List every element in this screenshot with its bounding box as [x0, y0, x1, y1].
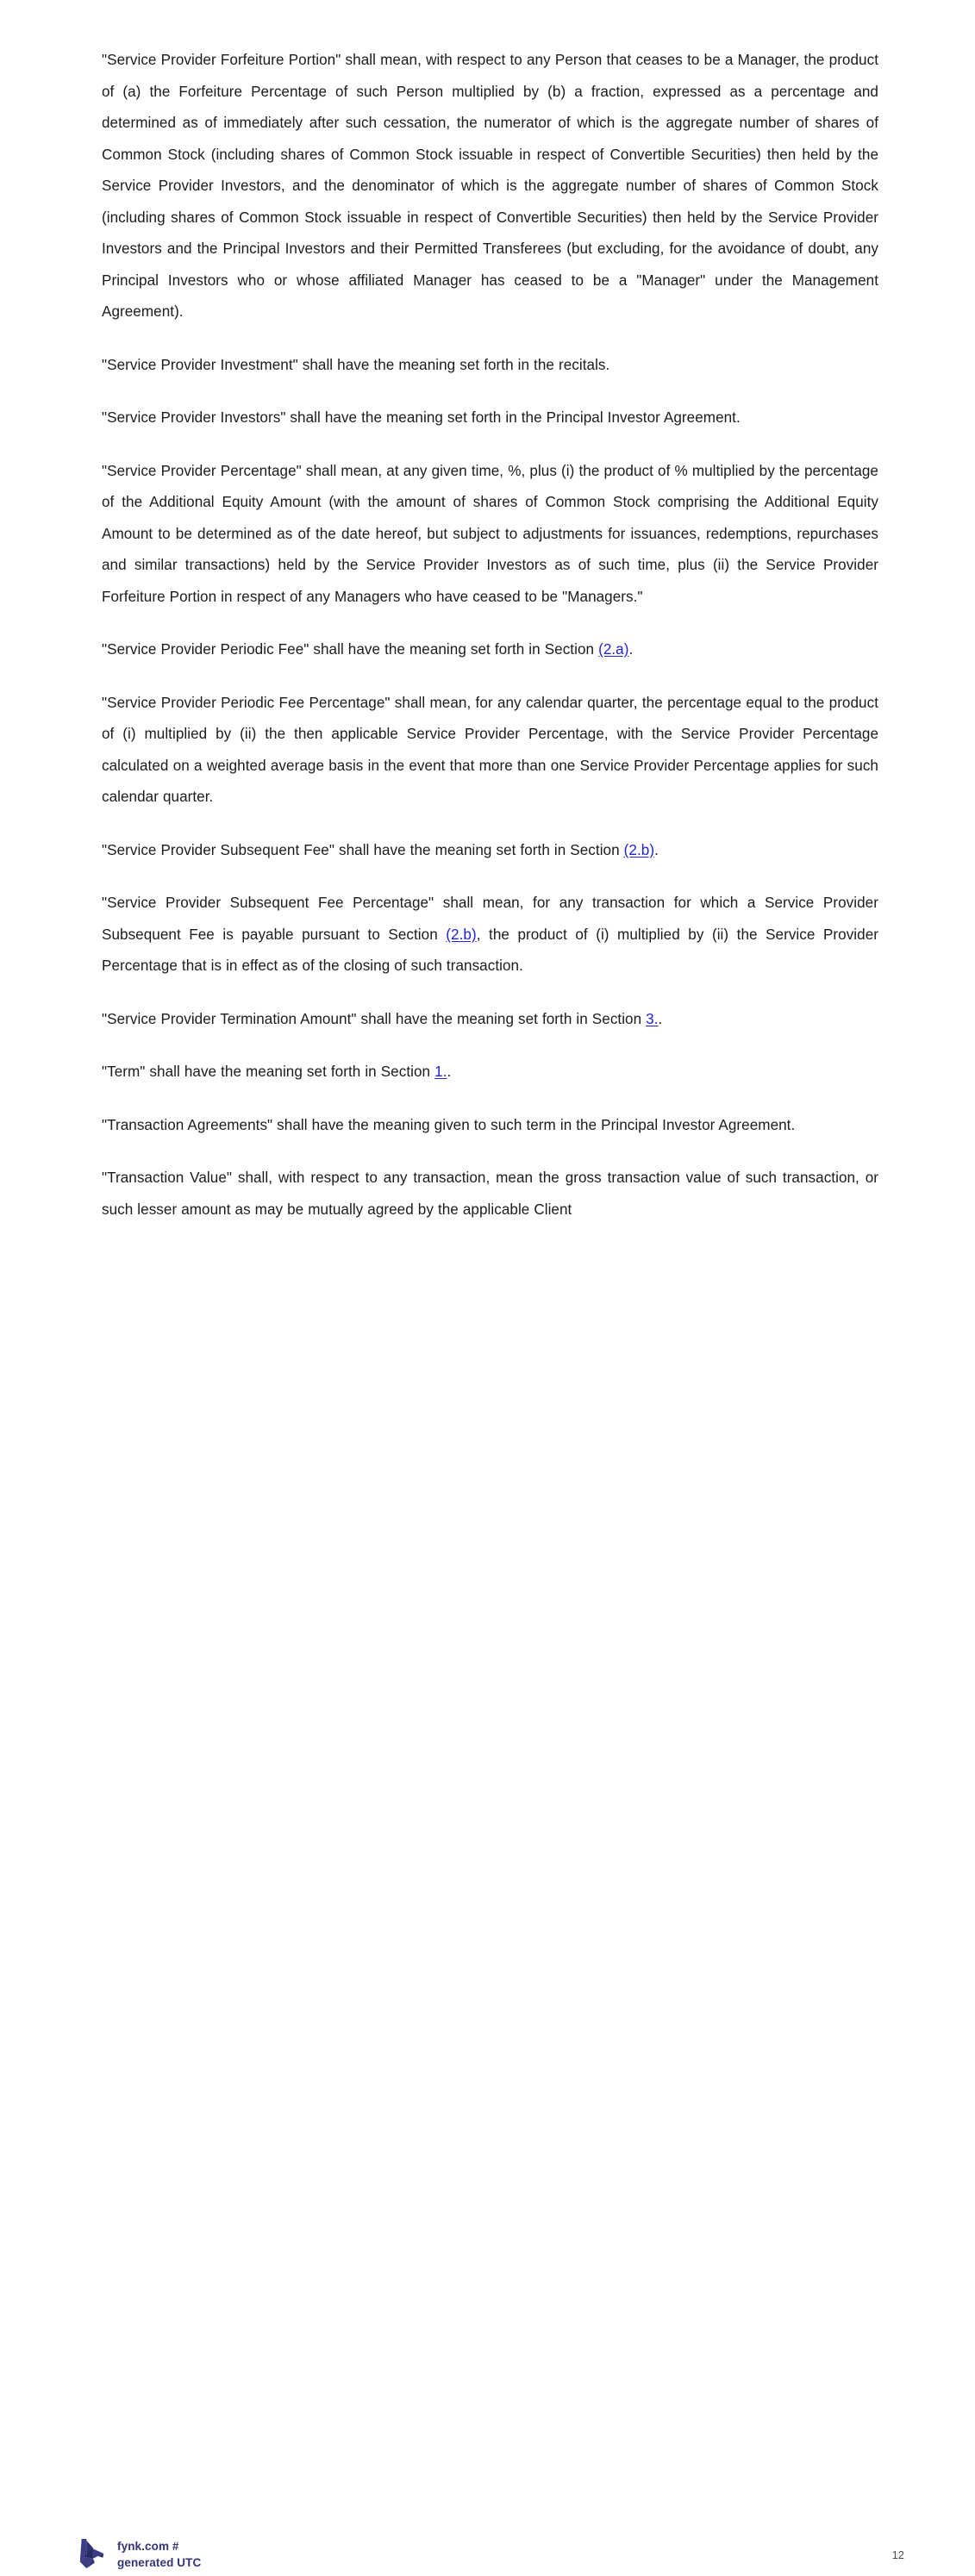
clause-service-provider-subsequent-fee — [102, 835, 878, 867]
clause-service-provider-subsequent-fee-percentage — [102, 888, 878, 982]
section-link-3[interactable]: 3. — [646, 1010, 659, 1027]
footer-brand — [76, 2537, 201, 2572]
fynk-bird-logo-icon — [76, 2537, 109, 2572]
clause-service-provider-forfeiture-portion — [102, 45, 878, 328]
clause-text-tail: . — [628, 641, 634, 658]
clause-text: "Service Provider Periodic Fee Percentage" shall mean, for any calendar quarter, the percentage equal to the product of (i) multiplied by (ii) the then applicable Service Provider Percentage, with the Service Provider Percentage calculated on a weighted average basis in the event that more than one Service Provider Percentage applies for such calendar quarter. — [102, 694, 878, 805]
clause-text: "Service Provider Percentage" shall mean, at any given time, %, plus (i) the product of % multiplied by the percentage of the Additional Equity Amount (with the amount of shares of Common Stock comprising the Additional Equity Amount to be determined as of the date hereof, but subject to adjustments for issuances, redemptions, repurchases and similar transactions) held by the Service Provider Investors as of such time, plus (ii) the Service Provider Forfeiture Portion in respect of any Managers who have ceased to be "Managers." — [102, 462, 878, 605]
section-link-2b[interactable]: (2.b) — [446, 926, 477, 943]
page-number: 12 — [891, 2549, 904, 2561]
clause-text: "Service Provider Forfeiture Portion" shall mean, with respect to any Person that ceases to be a Manager, the product of (a) the Forfeiture Percentage of such Person multiplied by (b) a fraction, expressed as a percentage and determined as of immediately after such cessation, the numerator of which is the aggregate number of shares of Common Stock (including shares of Common Stock issuable in respect of Convertible Securities) then held by the Service Provider Investors, and the denominator of which is the aggregate number of shares of Common Stock (including shares of Common Stock issuable in respect of Convertible Securities) then held by the Service Provider Investors and the Principal Investors and their Permitted Transferees (but excluding, for the avoidance of doubt, any Principal Investors who or whose affiliated Manager has ceased to be a "Manager" under the Management Agreement). — [102, 52, 878, 320]
clause-text: "Service Provider Termination Amount" shall have the meaning set forth in Section — [102, 1010, 647, 1027]
clause-service-provider-periodic-fee — [102, 634, 878, 666]
clause-text: "Service Provider Subsequent Fee" shall have the meaning set forth in Section — [102, 841, 624, 858]
brand-line-generated: generated UTC — [117, 2556, 202, 2569]
document-body — [102, 45, 878, 1226]
clause-text-tail: . — [654, 841, 659, 858]
section-link-2a[interactable]: (2.a) — [598, 641, 629, 658]
section-link-1[interactable]: 1. — [434, 1063, 447, 1080]
clause-transaction-value — [102, 1163, 878, 1226]
section-link-2b[interactable]: (2.b) — [623, 841, 655, 858]
clause-service-provider-investment — [102, 350, 878, 382]
clause-text: "Service Provider Subsequent Fee Percentage" shall mean, for any transaction for which a Service Provider Subsequent Fee is payable pursuant to Section — [102, 895, 878, 943]
brand-text-block — [117, 2538, 201, 2571]
clause-text: "Transaction Value" shall, with respect to any transaction, mean the gross transaction value of such transaction, or such lesser amount as may be mutually agreed by the applicable Client — [102, 1169, 878, 1218]
brand-line-domain: fynk.com # — [117, 2540, 179, 2553]
clause-text-tail: . — [658, 1010, 663, 1027]
clause-service-provider-periodic-fee-percentage — [102, 688, 878, 814]
clause-text-tail: , the product of (i) multiplied by (ii) the Service Provider Percentage that is in effect as of the closing of such transaction. — [102, 926, 878, 974]
clause-service-provider-termination-amount — [102, 1004, 878, 1036]
clause-text-tail: . — [447, 1063, 452, 1080]
clause-service-provider-investors — [102, 402, 878, 434]
page-footer — [0, 1250, 975, 2569]
clause-text: "Service Provider Investment" shall have the meaning set forth in the recitals. — [102, 356, 610, 373]
clause-transaction-agreements — [102, 1110, 878, 1142]
clause-text: "Transaction Agreements" shall have the meaning given to such term in the Principal Investor Agreement. — [102, 1116, 796, 1133]
clause-term — [102, 1057, 878, 1088]
clause-service-provider-percentage — [102, 456, 878, 614]
clause-text: "Service Provider Periodic Fee" shall have the meaning set forth in Section — [102, 641, 599, 658]
clause-text: "Term" shall have the meaning set forth in Section — [102, 1063, 435, 1080]
clause-text: "Service Provider Investors" shall have the meaning set forth in the Principal Investor Agreement. — [102, 409, 741, 426]
